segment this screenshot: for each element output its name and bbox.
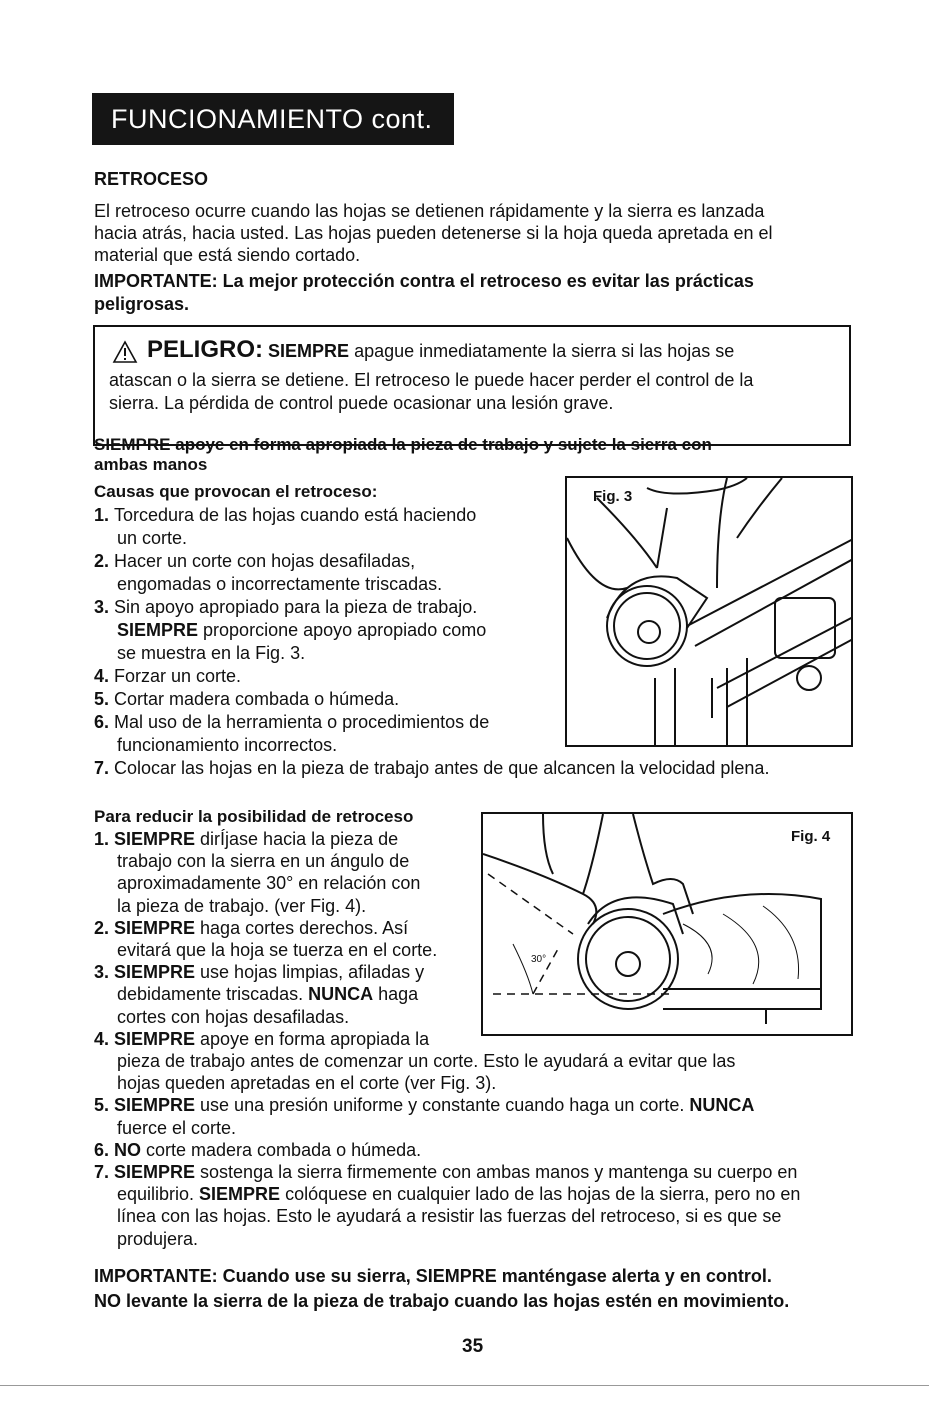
reduce-item-segment: use una presión uniforme y constante cuando haga un corte. — [195, 1095, 685, 1116]
danger-line-2: atascan o la sierra se detiene. El retroceso le puede hacer perder el control de la — [109, 370, 754, 390]
danger-always: SIEMPRE — [268, 341, 350, 361]
retroceso-para-line-3: material que está siendo cortado. — [94, 245, 361, 265]
reduce-item-line — [117, 1072, 496, 1095]
page-number: 35 — [462, 1336, 484, 1357]
reduce-item-line — [117, 1228, 198, 1251]
reduce-item-segment: línea con las hojas. Esto le ayudará a resistir las fuerzas del retroceso, si es que se — [117, 1206, 782, 1227]
reduce-item-line — [117, 850, 409, 873]
reduce-item-segment: debidamente triscadas. — [117, 984, 304, 1005]
cause-item-segment: Cortar madera combada o húmeda. — [114, 689, 400, 709]
figure-3-label: Fig. 3 — [593, 488, 633, 505]
reduce-item-number: 7. — [94, 1162, 110, 1182]
reduce-item-number: 5. — [94, 1095, 110, 1116]
reduce-item-segment: haga cortes derechos. Así — [195, 917, 409, 938]
reduce-item-line — [117, 1006, 349, 1029]
cause-item-number: 5. — [94, 689, 110, 709]
reduce-item-segment: SIEMPRE — [194, 1184, 281, 1205]
reduce-item-number: 2. — [94, 917, 110, 938]
figure-4 — [481, 812, 853, 1036]
cause-item-segment: Forzar un corte. — [114, 666, 242, 686]
reduce-heading: Para reducir la posibilidad de retroceso — [94, 807, 414, 826]
cause-item-line — [114, 550, 415, 573]
reduce-item-segment: haga — [373, 984, 419, 1005]
cause-item-segment: funcionamiento incorrectos. — [117, 735, 338, 755]
cause-item-segment: Torcedura de las hojas cuando está haciendo — [114, 505, 477, 525]
figure-4-angle-label: 30° — [531, 954, 547, 965]
danger-line-3: sierra. La pérdida de control puede ocasionar una lesión grave. — [109, 393, 614, 413]
retroceso-para-line-2: hacia atrás, hacia usted. Las hojas pueden detenerse si la hoja queda apretada en el — [94, 223, 773, 243]
cause-item-line — [114, 504, 476, 527]
reduce-item-segment: SIEMPRE — [114, 829, 196, 849]
cause-item-number: 2. — [94, 551, 110, 571]
cause-item-line — [117, 573, 442, 596]
reduce-item-line — [117, 1205, 781, 1228]
cause-item-line — [117, 734, 337, 757]
reduce-item-segment: NO — [114, 1139, 141, 1160]
figure-4-label: Fig. 4 — [791, 828, 831, 845]
reduce-item-segment: SIEMPRE — [114, 1095, 196, 1116]
cause-item-segment: proporcione apoyo apropiado como — [198, 620, 487, 640]
cause-item-line — [117, 642, 305, 665]
retroceso-heading: RETROCESO — [94, 169, 209, 189]
figure-3-illustration — [567, 478, 853, 747]
retroceso-para-line-1: El retroceso ocurre cuando las hojas se detienen rápidamente y la sierra es lanzada — [94, 201, 765, 221]
reduce-item-segment: cortes con hojas desafiladas. — [117, 1006, 350, 1027]
important-note-line-2: peligrosas. — [94, 294, 190, 314]
reduce-item-segment: apoye en forma apropiada la — [195, 1028, 430, 1049]
reduce-item-line — [114, 1161, 797, 1184]
figure-4-illustration — [483, 814, 853, 1036]
cause-item-segment: SIEMPRE — [117, 620, 199, 640]
reduce-item-segment: hojas queden apretadas en el corte (ver Fig. 3). — [117, 1073, 497, 1094]
reduce-item-line — [114, 828, 398, 851]
danger-warning-box — [93, 325, 851, 446]
warning-triangle-icon — [112, 340, 138, 364]
reduce-item-segment: SIEMPRE — [114, 917, 196, 938]
cause-item-segment: se muestra en la Fig. 3. — [117, 643, 306, 663]
reduce-item-segment: sostenga la sierra firmemente con ambas manos y mantenga su cuerpo en — [195, 1162, 798, 1182]
cause-item-line — [114, 596, 477, 619]
figure-3 — [565, 476, 853, 747]
cause-item-line — [114, 757, 769, 780]
section-banner: FUNCIONAMIENTO cont. — [92, 93, 454, 145]
reduce-item-segment: trabajo con la sierra en un ángulo de — [117, 851, 410, 872]
reduce-item-segment: SIEMPRE — [114, 1028, 196, 1049]
reduce-item-segment: NUNCA — [684, 1095, 755, 1116]
reduce-item-segment: corte madera combada o húmeda. — [141, 1139, 422, 1160]
reduce-item-line — [117, 872, 420, 895]
cause-item-segment: Colocar las hojas en la pieza de trabajo antes de que alcancen la velocidad plena. — [114, 758, 770, 778]
reduce-item-number: 3. — [94, 962, 110, 983]
reduce-item-line — [114, 1139, 421, 1162]
cause-item-number: 7. — [94, 758, 110, 778]
danger-line-1 — [147, 338, 734, 363]
reduce-item-segment: produjera. — [117, 1228, 199, 1249]
final-important-line-1: IMPORTANTE: Cuando use su sierra, SIEMPRE manténgase alerta y en control. — [94, 1266, 772, 1286]
reduce-item-segment: fuerce el corte. — [117, 1117, 237, 1138]
cause-item-line — [114, 688, 399, 711]
reduce-item-line — [117, 895, 366, 918]
reduce-item-number: 1. — [94, 829, 110, 849]
reduce-item-line — [114, 1028, 429, 1051]
cause-item-segment: Sin apoyo apropiado para la pieza de trabajo. — [114, 597, 478, 617]
reduce-item-line — [117, 1050, 735, 1073]
reduce-item-segment: SIEMPRE — [114, 962, 196, 983]
danger-title: PELIGRO: — [147, 336, 264, 363]
final-important-line-2: NO levante la sierra de la pieza de trabajo cuando las hojas estén en movimiento. — [94, 1291, 790, 1311]
reduce-item-segment: pieza de trabajo antes de comenzar un corte. Esto le ayudará a evitar que las — [117, 1051, 736, 1071]
reduce-item-segment: la pieza de trabajo. (ver Fig. 4). — [117, 895, 367, 916]
reduce-item-line — [117, 1117, 236, 1140]
reduce-item-number: 6. — [94, 1139, 110, 1160]
cause-item-number: 4. — [94, 666, 110, 686]
reduce-item-segment: use hojas limpias, afiladas y — [195, 962, 425, 983]
reduce-item-segment: aproximadamente 30° en relación con — [117, 873, 421, 894]
cause-item-line — [114, 711, 489, 734]
cause-item-segment: Mal uso de la herramienta o procedimientos de — [114, 712, 490, 732]
reduce-item-line — [117, 983, 418, 1006]
cause-item-number: 6. — [94, 712, 110, 732]
reduce-item-line — [114, 1094, 754, 1117]
reduce-item-segment: NUNCA — [303, 984, 374, 1005]
cause-item-segment: engomadas o incorrectamente triscadas. — [117, 574, 443, 594]
reduce-item-segment: evitará que la hoja se tuerza en el corte. — [117, 940, 438, 960]
causes-heading: Causas que provocan el retroceso: — [94, 482, 378, 501]
reduce-item-line — [114, 917, 408, 940]
reduce-item-number: 4. — [94, 1028, 110, 1049]
cause-item-line — [117, 527, 187, 550]
reduce-item-segment: SIEMPRE — [114, 1162, 196, 1182]
cause-item-line — [114, 665, 241, 688]
reduce-item-segment: equilibrio. — [117, 1184, 195, 1205]
important-note-line-1: IMPORTANTE: La mejor protección contra el retroceso es evitar las prácticas — [94, 271, 754, 291]
cause-item-number: 1. — [94, 505, 110, 525]
cause-item-segment: Hacer un corte con hojas desafiladas, — [114, 551, 416, 571]
bottom-rule — [0, 1385, 929, 1386]
reduce-item-line — [114, 961, 424, 984]
reduce-item-segment: colóquese en cualquier lado de las hojas de la sierra, pero no en — [280, 1184, 801, 1205]
support-note-line-1: SIEMPRE apoye en forma apropiada la pieza de trabajo y sujete la sierra con — [94, 435, 712, 454]
reduce-item-line — [117, 939, 437, 962]
cause-item-segment: un corte. — [117, 528, 188, 548]
cause-item-number: 3. — [94, 597, 110, 617]
danger-line-1-rest: apague inmediatamente la sierra si las hojas se — [354, 341, 735, 361]
cause-item-line — [117, 619, 486, 642]
support-note-line-2: ambas manos — [94, 455, 208, 474]
reduce-item-segment: dirÍjase hacia la pieza de — [195, 829, 399, 849]
reduce-item-line — [117, 1183, 800, 1206]
